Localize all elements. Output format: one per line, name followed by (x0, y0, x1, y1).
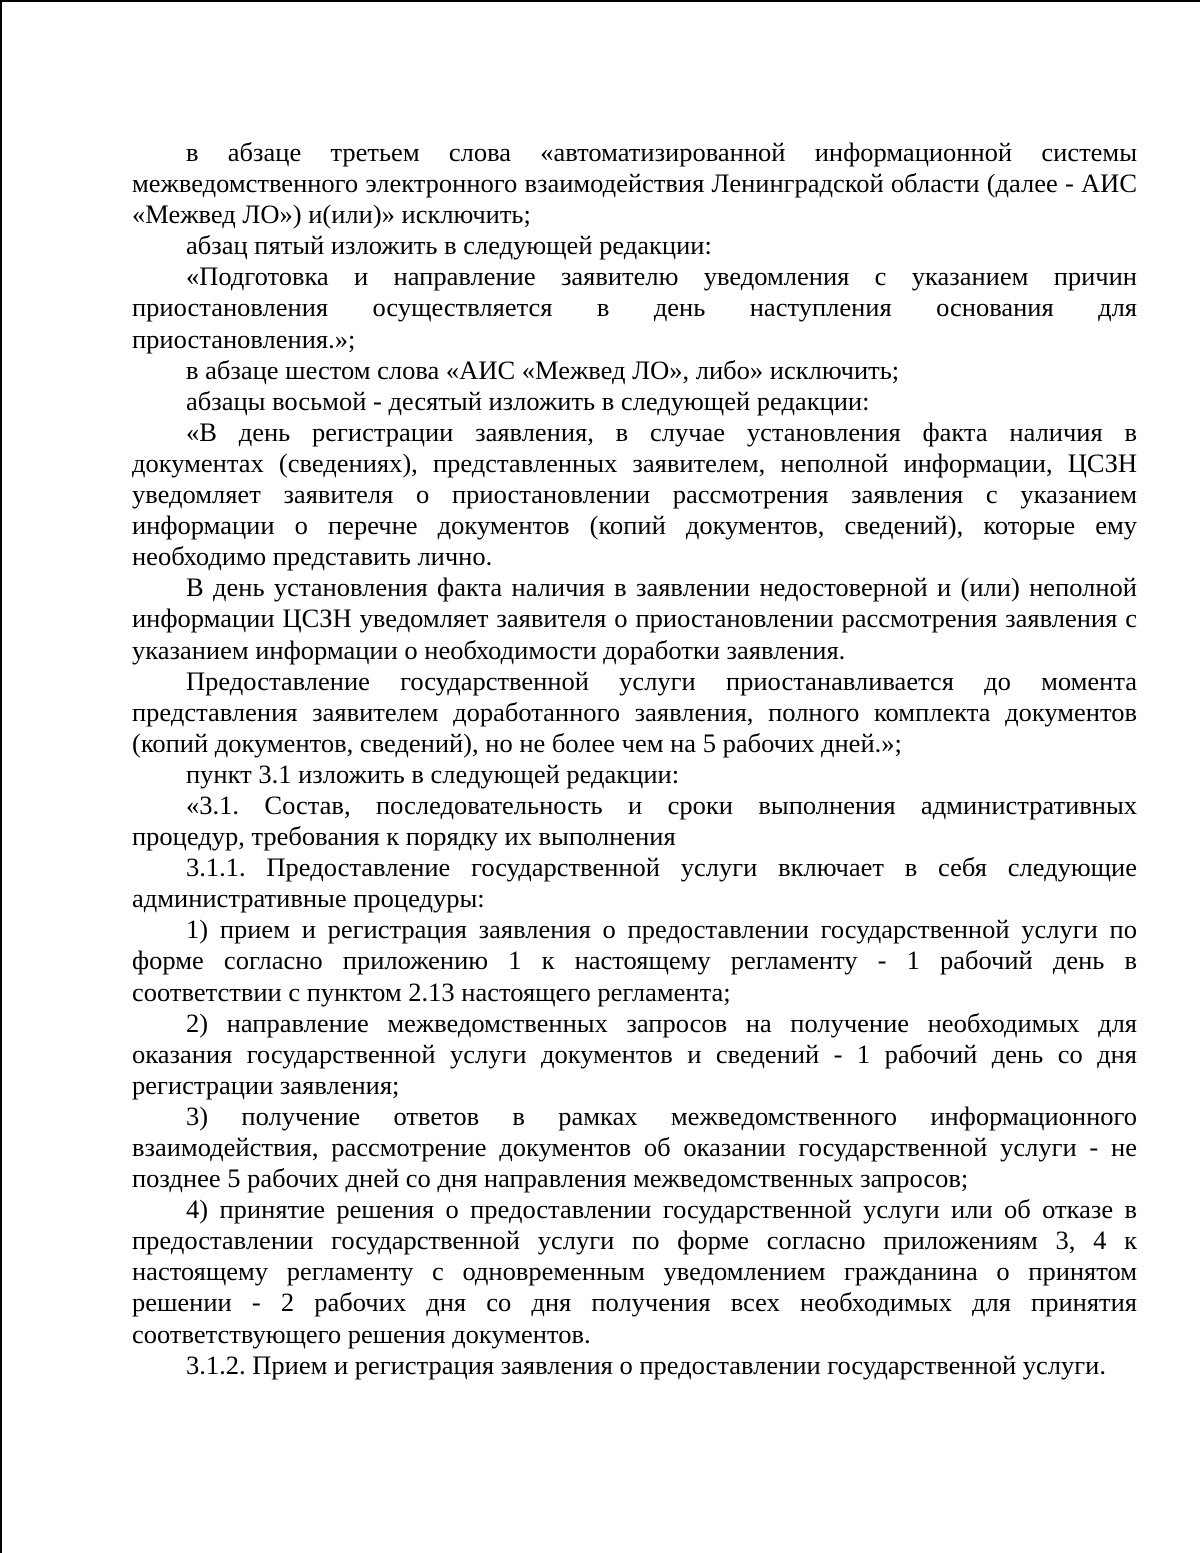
paragraph-3: «Подготовка и направление заявителю уведомления с указанием причин приостановления осуществляется в день наступления основания для приостановления.»; (132, 261, 1137, 354)
paragraph-4: в абзаце шестом слова «АИС «Межвед ЛО», либо» исключить; (186, 354, 900, 385)
paragraph-11: 3.1.1. Предоставление государственной услуги включает в себя следующие административные процедуры: (132, 852, 1137, 914)
paragraph-15: 4) принятие решения о предоставлении государственной услуги или об отказе в предоставлении государственной услуги по форме согласно приложениям 3, 4 к настоящему регламенту с одновременным уведомлением гражданина о принятом решении - 2 рабочих дня со дня получения всех необходимых для принятия соответствующего решения документов. (132, 1194, 1137, 1349)
paragraph-16: 3.1.2. Прием и регистрация заявления о предоставлении государственной услуги. (186, 1349, 1106, 1380)
paragraph-14: 3) получение ответов в рамках межведомственного информационного взаимодействия, рассмотрение документов об оказании государственной услуги - не позднее 5 рабочих дней со дня направления межведомственных запросов; (132, 1100, 1137, 1194)
paragraph-9: пункт 3.1 изложить в следующей редакции: (186, 758, 680, 789)
paragraph-6: «В день регистрации заявления, в случае установления факта наличия в документах (сведениях), представленных заявителем, неполной информации, ЦСЗН уведомляет заявителя о приостановлении рассмотрения заявления с указанием информации о перечне документов (копий документов, сведений), которые ему необходимо представить лично. (132, 416, 1137, 572)
paragraph-5: абзацы восьмой - десятый изложить в следующей редакции: (186, 385, 870, 416)
paragraph-1: в абзаце третьем слова «автоматизированной информационной системы межведомственного электронного взаимодействия Ленинградской области (далее - АИС «Межвед ЛО») и(или)» исключить; (132, 137, 1137, 230)
paragraph-8: Предоставление государственной услуги приостанавливается до момента представления заявителем доработанного заявления, полного комплекта документов (копий документов, сведений), но не более чем на 5 рабочих дней.»; (132, 665, 1137, 758)
paragraph-13: 2) направление межведомственных запросов на получение необходимых для оказания государственной услуги документов и сведений - 1 рабочий день со дня регистрации заявления; (132, 1007, 1137, 1100)
paragraph-12: 1) прием и регистрация заявления о предоставлении государственной услуги по форме согласно приложению 1 к настоящему регламенту - 1 рабочий день в соответствии с пунктом 2.13 настоящего регламента; (132, 914, 1137, 1007)
paragraph-7: В день установления факта наличия в заявлении недостоверной и (или) неполной информации ЦСЗН уведомляет заявителя о приостановлении рассмотрения заявления с указанием информации о необходимости доработки заявления. (132, 572, 1137, 665)
paragraph-10: «3.1. Состав, последовательность и сроки выполнения административных процедур, требования к порядку их выполнения (132, 789, 1137, 852)
document-body (132, 137, 1137, 1381)
paragraph-2: абзац пятый изложить в следующей редакции: (186, 230, 712, 261)
